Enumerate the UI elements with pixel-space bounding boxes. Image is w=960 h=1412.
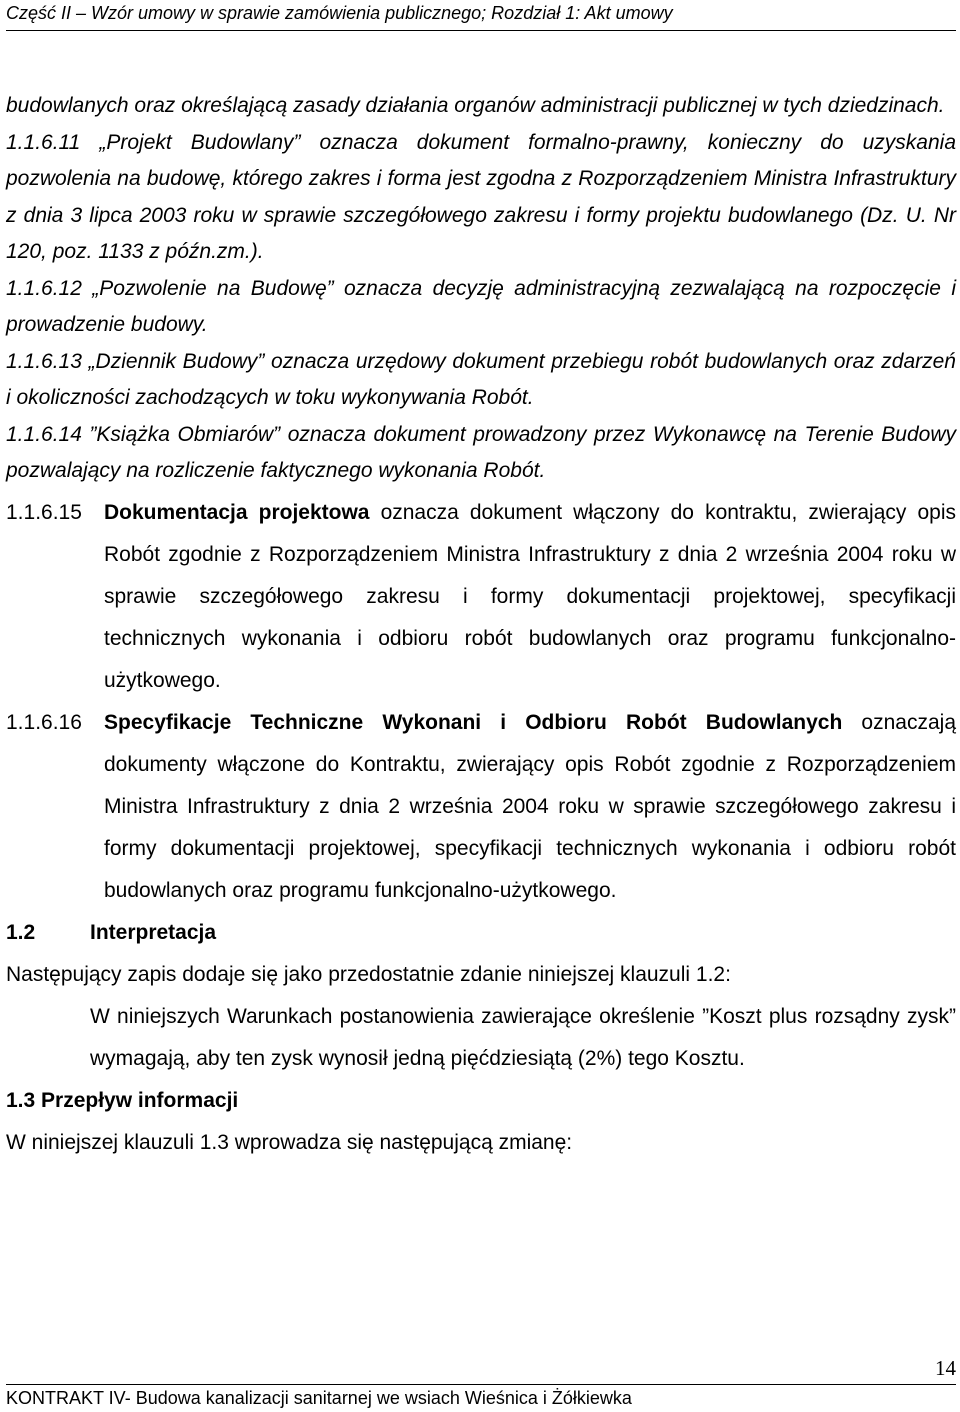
definition-pozwolenie-na-budowe: 1.1.6.12 „Pozwolenie na Budowę” oznacza decyzję administracyjną zezwalającą na rozpoczęcie i prowadzenie budowy. — [6, 276, 956, 336]
definition-ksiazka-obmiarow: 1.1.6.14 ”Książka Obmiarów” oznacza dokument prowadzony przez Wykonawcę na Terenie Budowy pozwalający na rozliczenie faktycznego wykonania Robót. — [6, 422, 956, 482]
page-header: Część II – Wzór umowy w sprawie zamówienia publicznego; Rozdział 1: Akt umowy — [6, 3, 673, 23]
section-intro: Następujący zapis dodaje się jako przedostatnie zdanie niniejszej klauzuli 1.2: — [6, 962, 731, 986]
definition-term: Dokumentacja projektowa — [104, 500, 370, 524]
header-divider — [6, 30, 956, 31]
page-number: 14 — [935, 1356, 956, 1380]
section-heading-interpretacja — [6, 912, 956, 954]
definition-dziennik-budowy: 1.1.6.13 „Dziennik Budowy” oznacza urzędowy dokument przebiegu robót budowlanych oraz zdarzeń i okoliczności zachodzących w toku wykonywania Robót. — [6, 349, 956, 409]
document-body — [6, 88, 956, 1164]
definition-term: Specyfikacje Techniczne Wykonani i Odbioru Robót Budowlanych — [104, 710, 843, 734]
section-number: 1.2 — [6, 920, 36, 944]
definition-body — [104, 702, 956, 912]
definition-specyfikacje-techniczne — [6, 702, 956, 912]
section-title: Interpretacja — [90, 920, 217, 944]
definition-number: 1.1.6.15 — [6, 500, 82, 524]
definition-body — [104, 492, 956, 702]
section-heading-przeplyw-informacji: 1.3 Przepływ informacji — [6, 1088, 239, 1112]
section-quote: W niniejszych Warunkach postanowienia zawierające określenie ”Koszt plus rozsądny zysk” wymagają, aby ten zysk wynosił jedną pięćdziesiątą (2%) tego Kosztu. — [90, 1004, 956, 1070]
section-intro: W niniejszej klauzuli 1.3 wprowadza się następującą zmianę: — [6, 1130, 573, 1154]
definition-text: oznacza dokument włączony do kontraktu, zwierający opis Robót zgodnie z Rozporządzeniem Ministra Infrastruktury z dnia 2 września 2004 roku w sprawie szczegółowego zakresu i formy dokumentacji projektowej, specyfikacji technicznych wykonania i odbioru robót budowlanych oraz programu funkcjonalno-użytkowego. — [104, 500, 956, 692]
definition-number: 1.1.6.16 — [6, 710, 82, 734]
definition-projekt-budowlany: 1.1.6.11 „Projekt Budowlany” oznacza dokument formalno-prawny, konieczny do uzyskania pozwolenia na budowę, którego zakres i forma jest zgodna z Rozporządzeniem Ministra Infrastruktury z dnia 3 lipca 2003 roku w sprawie szczegółowego zakresu i formy projektu budowlanego (Dz. U. Nr 120, poz. 1133 z późn.zm.). — [6, 130, 956, 263]
definition-text: oznaczają dokumenty włączone do Kontraktu, zwierający opis Robót zgodnie z Rozporządzeniem Ministra Infrastruktury z dnia 2 września 2004 roku w sprawie szczegółowego zakresu i formy dokumentacji projektowej, specyfikacji technicznych wykonania i odbioru robót budowlanych oraz programu funkcjonalno-użytkowego. — [104, 710, 956, 902]
definition-dokumentacja-projektowa — [6, 492, 956, 702]
footer-divider — [6, 1384, 956, 1385]
page-footer: KONTRAKT IV- Budowa kanalizacji sanitarnej we wsiach Wieśnica i Żółkiewka — [6, 1388, 632, 1408]
paragraph-continuation: budowlanych oraz określającą zasady działania organów administracji publicznej w tych dziedzinach. — [6, 94, 945, 117]
